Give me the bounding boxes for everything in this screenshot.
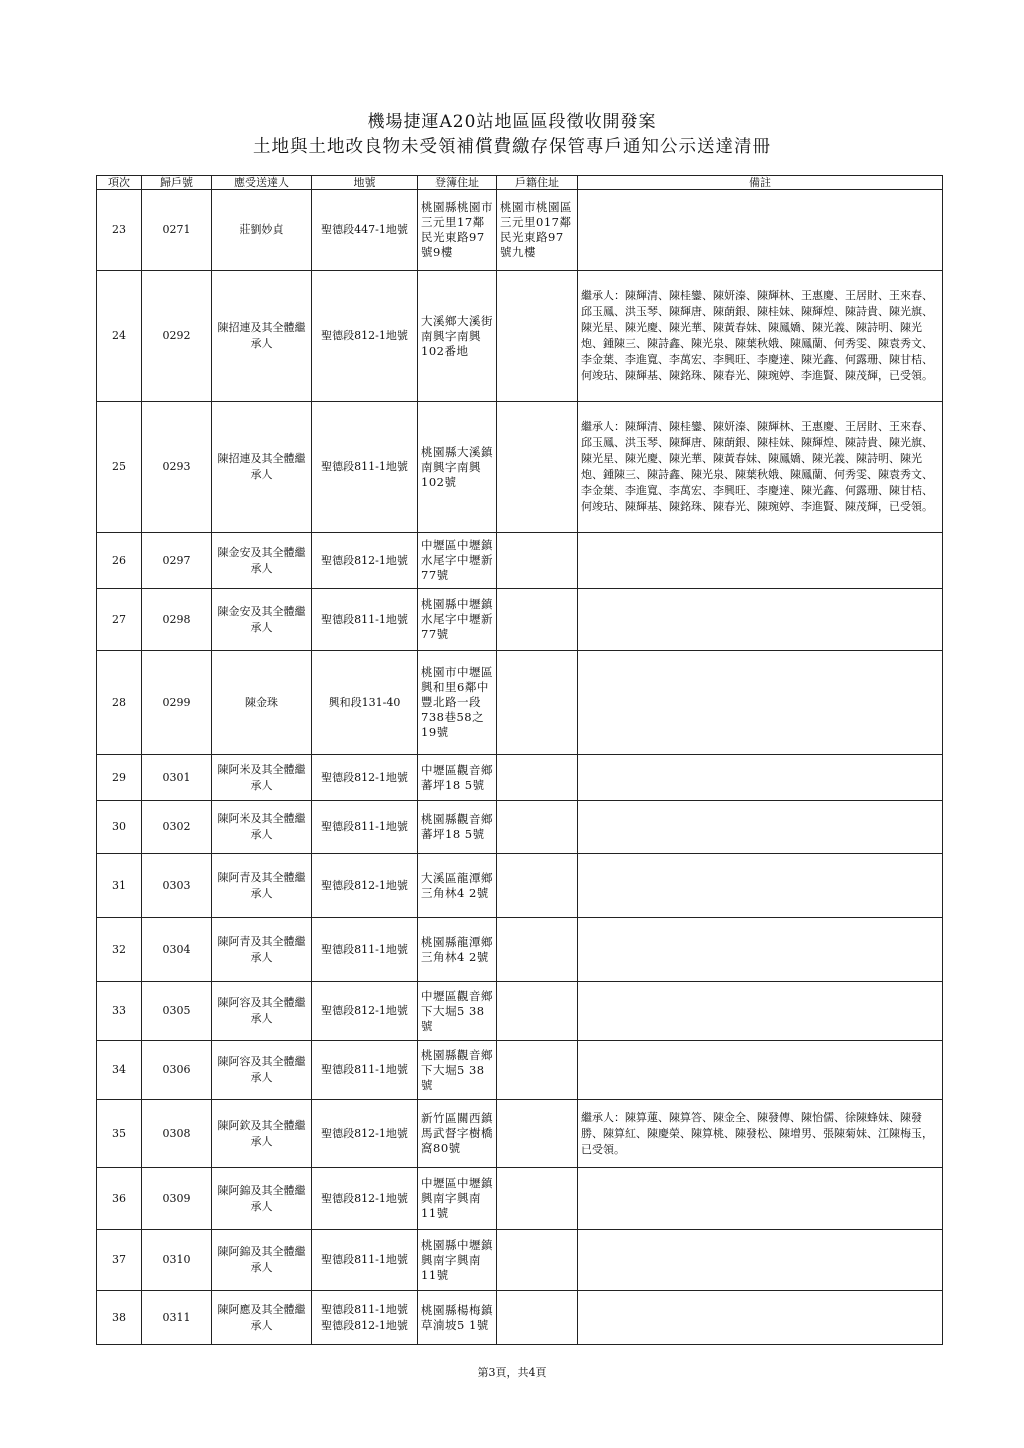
table-row xyxy=(97,1100,943,1168)
household-address-cell xyxy=(497,533,578,589)
recipient-cell: 陳阿應及其全體繼承人 xyxy=(212,1291,312,1345)
recipient-cell: 陳阿欽及其全體繼承人 xyxy=(212,1100,312,1168)
recipient-cell: 陳阿青及其全體繼承人 xyxy=(212,854,312,918)
remarks-cell xyxy=(578,1230,943,1291)
registered-address-cell: 桃園縣中壢鎮興南字興南11號 xyxy=(418,1230,497,1291)
account-no-cell: 0271 xyxy=(142,190,212,271)
household-address-cell xyxy=(497,1100,578,1168)
recipient-cell: 陳阿青及其全體繼承人 xyxy=(212,918,312,982)
item-no-cell: 23 xyxy=(97,190,142,271)
land-lot-cell: 聖德段812-1地號 xyxy=(312,1100,418,1168)
account-no-cell: 0308 xyxy=(142,1100,212,1168)
table-row xyxy=(97,1230,943,1291)
item-no-cell: 35 xyxy=(97,1100,142,1168)
registered-address-cell: 桃園縣桃園市三元里17鄰民光東路97號9樓 xyxy=(418,190,497,271)
table-row xyxy=(97,271,943,402)
land-lot-cell: 聖德段811-1地號 xyxy=(312,918,418,982)
document-subtitle: 土地與土地改良物未受領補償費繳存保管專戶通知公示送達清冊 xyxy=(253,137,771,157)
item-no-cell: 30 xyxy=(97,801,142,854)
account-no-cell: 0306 xyxy=(142,1041,212,1100)
recipient-cell: 莊劉妙貞 xyxy=(212,190,312,271)
registered-address-cell: 桃園縣龍潭鄉三角林4 2號 xyxy=(418,918,497,982)
recipient-cell: 陳阿錦及其全體繼承人 xyxy=(212,1230,312,1291)
item-no-cell: 28 xyxy=(97,651,142,755)
household-address-cell xyxy=(497,854,578,918)
household-address-cell xyxy=(497,1168,578,1230)
land-lot-cell: 聖德段812-1地號 xyxy=(312,982,418,1041)
table-row xyxy=(97,651,943,755)
registered-address-cell: 中壢區觀音鄉下大堀5 38號 xyxy=(418,982,497,1041)
land-lot-cell: 聖德段811-1地號 聖德段812-1地號 xyxy=(312,1291,418,1345)
account-no-cell: 0309 xyxy=(142,1168,212,1230)
registered-address-cell: 大溪區龍潭鄉三角林4 2號 xyxy=(418,854,497,918)
remarks-cell xyxy=(578,190,943,271)
remarks-cell: 繼承人：陳輝清、陳桂鑾、陳妍溱、陳輝林、王惠慶、王居財、王來春、邱玉鳳、洪玉琴、陳輝唐、陳蓢銀、陳桂妹、陳輝煌、陳詩貴、陳光旗、陳光星、陳光慶、陳光華、陳黃春妹、陳鳳嬌、陳光義、陳詩明、陳光炮、鍾陳三、陳詩鑫、陳光泉、陳葉秋娥、陳鳳蘭、何秀雯、陳袁秀文、李金葉、李進寬、李萬宏、李興旺、李慶達、陳光鑫、何露珊、陳甘桔、何竣玷、陳輝基、陳銘珠、陳春光、陳琬婷、李進賢、陳茂輝，已受領。 xyxy=(578,271,943,402)
recipient-cell: 陳招連及其全體繼承人 xyxy=(212,271,312,402)
land-lot-cell: 興和段131-40 xyxy=(312,651,418,755)
account-no-cell: 0303 xyxy=(142,854,212,918)
item-no-cell: 34 xyxy=(97,1041,142,1100)
household-address-cell xyxy=(497,982,578,1041)
recipient-cell: 陳阿容及其全體繼承人 xyxy=(212,1041,312,1100)
col-header-land-lot: 地號 xyxy=(312,176,418,190)
table-row xyxy=(97,402,943,533)
item-no-cell: 36 xyxy=(97,1168,142,1230)
remarks-cell xyxy=(578,651,943,755)
table-row xyxy=(97,755,943,801)
remarks-cell: 繼承人：陳輝清、陳桂鑾、陳妍溱、陳輝林、王惠慶、王居財、王來春、邱玉鳳、洪玉琴、陳輝唐、陳蓢銀、陳桂妹、陳輝煌、陳詩貴、陳光旗、陳光星、陳光慶、陳光華、陳黃春妹、陳鳳嬌、陳光義、陳詩明、陳光炮、鍾陳三、陳詩鑫、陳光泉、陳葉秋娥、陳鳳蘭、何秀雯、陳袁秀文、李金葉、李進寬、李萬宏、李興旺、李慶達、陳光鑫、何露珊、陳甘桔、何竣玷、陳輝基、陳銘珠、陳春光、陳琬婷、李進賢、陳茂輝，已受領。 xyxy=(578,402,943,533)
household-address-cell xyxy=(497,1230,578,1291)
land-lot-cell: 聖德段812-1地號 xyxy=(312,755,418,801)
item-no-cell: 31 xyxy=(97,854,142,918)
account-no-cell: 0301 xyxy=(142,755,212,801)
land-lot-cell: 聖德段812-1地號 xyxy=(312,854,418,918)
col-header-recipient: 應受送達人 xyxy=(212,176,312,190)
remarks-cell xyxy=(578,854,943,918)
table-row xyxy=(97,1041,943,1100)
service-register-table xyxy=(96,175,943,1345)
account-no-cell: 0297 xyxy=(142,533,212,589)
table-row xyxy=(97,918,943,982)
registered-address-cell: 桃園縣觀音鄉蕃坪18 5號 xyxy=(418,801,497,854)
item-no-cell: 25 xyxy=(97,402,142,533)
account-no-cell: 0305 xyxy=(142,982,212,1041)
remarks-cell xyxy=(578,982,943,1041)
remarks-cell xyxy=(578,533,943,589)
remarks-cell: 繼承人：陳算蓮、陳算答、陳金全、陳發傳、陳怡儒、徐陳蜂妹、陳發勝、陳算紅、陳慶榮、陳算桃、陳發松、陳增男、張陳菊妹、江陳梅玉，已受領。 xyxy=(578,1100,943,1168)
land-lot-cell: 聖德段811-1地號 xyxy=(312,1230,418,1291)
remarks-cell xyxy=(578,1291,943,1345)
registered-address-cell: 桃園縣觀音鄉下大堀5 38號 xyxy=(418,1041,497,1100)
registered-address-cell: 中壢區中壢鎮水尾字中壢新77號 xyxy=(418,533,497,589)
col-header-remarks: 備註 xyxy=(578,176,943,190)
table-row xyxy=(97,1291,943,1345)
table-row xyxy=(97,982,943,1041)
col-header-household-address: 戶籍住址 xyxy=(497,176,578,190)
item-no-cell: 26 xyxy=(97,533,142,589)
table-header-row xyxy=(97,176,943,190)
account-no-cell: 0293 xyxy=(142,402,212,533)
remarks-cell xyxy=(578,918,943,982)
page-number: 第3頁，共4頁 xyxy=(477,1366,547,1379)
land-lot-cell: 聖德段447-1地號 xyxy=(312,190,418,271)
item-no-cell: 27 xyxy=(97,589,142,651)
recipient-cell: 陳招連及其全體繼承人 xyxy=(212,402,312,533)
remarks-cell xyxy=(578,1041,943,1100)
col-header-account-no: 歸戶號 xyxy=(142,176,212,190)
household-address-cell xyxy=(497,651,578,755)
household-address-cell xyxy=(497,402,578,533)
recipient-cell: 陳金安及其全體繼承人 xyxy=(212,533,312,589)
household-address-cell xyxy=(497,918,578,982)
col-header-item-no: 項次 xyxy=(97,176,142,190)
recipient-cell: 陳阿米及其全體繼承人 xyxy=(212,755,312,801)
remarks-cell xyxy=(578,801,943,854)
recipient-cell: 陳金珠 xyxy=(212,651,312,755)
registered-address-cell: 桃園市中壢區興和里6鄰中豐北路一段738巷58之19號 xyxy=(418,651,497,755)
account-no-cell: 0304 xyxy=(142,918,212,982)
account-no-cell: 0298 xyxy=(142,589,212,651)
col-header-registered-address: 登簿住址 xyxy=(418,176,497,190)
item-no-cell: 32 xyxy=(97,918,142,982)
household-address-cell xyxy=(497,1291,578,1345)
account-no-cell: 0311 xyxy=(142,1291,212,1345)
item-no-cell: 29 xyxy=(97,755,142,801)
household-address-cell xyxy=(497,1041,578,1100)
registered-address-cell: 中壢區中壢鎮興南字興南11號 xyxy=(418,1168,497,1230)
table-row xyxy=(97,854,943,918)
remarks-cell xyxy=(578,755,943,801)
land-lot-cell: 聖德段811-1地號 xyxy=(312,589,418,651)
registered-address-cell: 桃園縣中壢鎮水尾字中壢新77號 xyxy=(418,589,497,651)
item-no-cell: 24 xyxy=(97,271,142,402)
document-title: 機場捷運A20站地區區段徵收開發案 xyxy=(367,112,657,132)
registered-address-cell: 中壢區觀音鄉蕃坪18 5號 xyxy=(418,755,497,801)
table-row xyxy=(97,533,943,589)
household-address-cell xyxy=(497,801,578,854)
recipient-cell: 陳阿米及其全體繼承人 xyxy=(212,801,312,854)
remarks-cell xyxy=(578,589,943,651)
table-row xyxy=(97,1168,943,1230)
land-lot-cell: 聖德段811-1地號 xyxy=(312,402,418,533)
household-address-cell xyxy=(497,271,578,402)
household-address-cell: 桃園市桃園區三元里017鄰民光東路97號九樓 xyxy=(497,190,578,271)
registered-address-cell: 桃園縣楊梅鎮草湳坡5 1號 xyxy=(418,1291,497,1345)
remarks-cell xyxy=(578,1168,943,1230)
table-row xyxy=(97,589,943,651)
recipient-cell: 陳阿錦及其全體繼承人 xyxy=(212,1168,312,1230)
land-lot-cell: 聖德段812-1地號 xyxy=(312,533,418,589)
item-no-cell: 38 xyxy=(97,1291,142,1345)
registered-address-cell: 大溪鄉大溪街南興字南興102番地 xyxy=(418,271,497,402)
land-lot-cell: 聖德段812-1地號 xyxy=(312,1168,418,1230)
account-no-cell: 0292 xyxy=(142,271,212,402)
item-no-cell: 33 xyxy=(97,982,142,1041)
household-address-cell xyxy=(497,755,578,801)
registered-address-cell: 新竹區關西鎮馬武督字樹橋窩80號 xyxy=(418,1100,497,1168)
land-lot-cell: 聖德段811-1地號 xyxy=(312,801,418,854)
account-no-cell: 0310 xyxy=(142,1230,212,1291)
item-no-cell: 37 xyxy=(97,1230,142,1291)
recipient-cell: 陳金安及其全體繼承人 xyxy=(212,589,312,651)
table-row xyxy=(97,190,943,271)
account-no-cell: 0302 xyxy=(142,801,212,854)
land-lot-cell: 聖德段811-1地號 xyxy=(312,1041,418,1100)
household-address-cell xyxy=(497,589,578,651)
land-lot-cell: 聖德段812-1地號 xyxy=(312,271,418,402)
table-row xyxy=(97,801,943,854)
account-no-cell: 0299 xyxy=(142,651,212,755)
registered-address-cell: 桃園縣大溪鎮南興字南興102號 xyxy=(418,402,497,533)
recipient-cell: 陳阿容及其全體繼承人 xyxy=(212,982,312,1041)
